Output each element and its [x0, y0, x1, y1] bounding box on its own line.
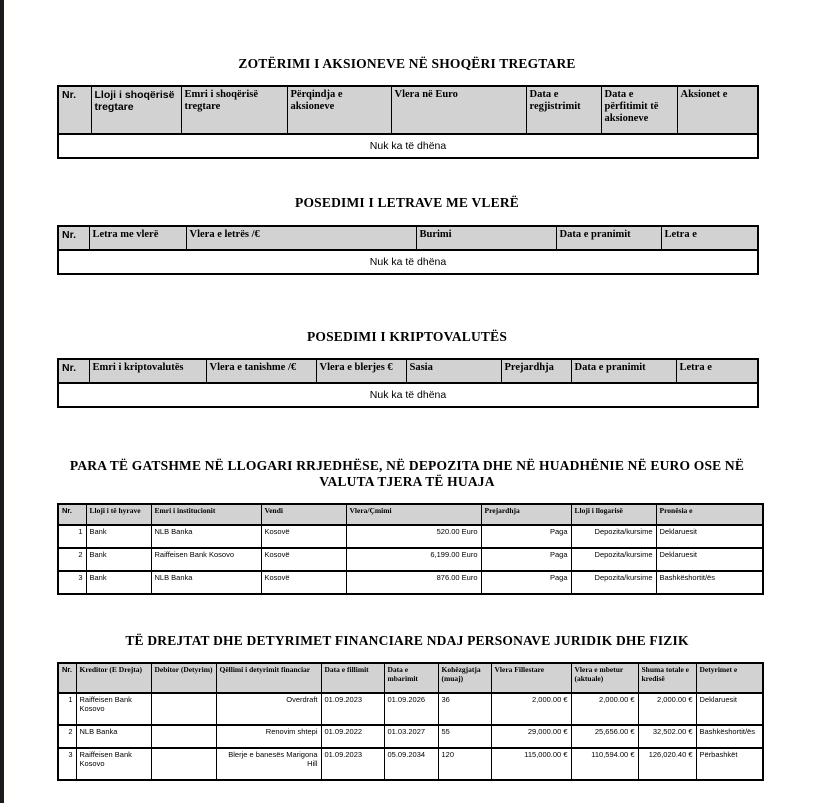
section-title: POSEDIMI I KRIPTOVALUTËS — [306, 328, 508, 344]
empty-message: Nuk ka të dhëna — [58, 134, 758, 158]
column-header: Data e regjistrimit — [526, 86, 601, 134]
empty-row — [58, 250, 758, 274]
table-cell: 3 — [58, 748, 76, 780]
table-row — [58, 725, 763, 748]
table-cell: 110,594.00 € — [571, 748, 638, 780]
column-header: Letra e — [676, 359, 758, 383]
section-title: TË DREJTAT DHE DETYRIMET FINANCIARE NDAJ PERSONAVE JURIDIK DHE FIZIK — [125, 633, 689, 649]
table-cell: NLB Banka — [151, 571, 261, 594]
empty-row — [58, 134, 758, 158]
column-header: Shuma totale e kredisë — [638, 663, 696, 693]
header-row — [58, 86, 758, 134]
table-cell: 2,000.00 € — [638, 693, 696, 725]
table-cell: 115,000.00 € — [491, 748, 571, 780]
column-header: Burimi — [416, 226, 556, 250]
column-header: Vlera e tanishme /€ — [206, 359, 316, 383]
table-cell: Bank — [86, 525, 151, 548]
table-cell: 36 — [438, 693, 491, 725]
data-table-1 — [57, 85, 759, 159]
table-cell: Raiffeisen Bank Kosovo — [76, 693, 151, 725]
column-header: Qëllimi i detyrimit financiar — [216, 663, 321, 693]
table-cell — [151, 725, 216, 748]
table-cell: Përbashkët — [696, 748, 763, 780]
column-header: Kohëzgjatja (muaj) — [438, 663, 491, 693]
column-header: Vlera/Çmimi — [346, 504, 481, 525]
table-cell: 6,199.00 Euro — [346, 548, 481, 571]
table-row — [58, 693, 763, 725]
column-header: Përqindja e aksioneve — [287, 86, 391, 134]
table-cell: 126,020.40 € — [638, 748, 696, 780]
column-header: Emri i shoqërisë tregtare — [181, 86, 287, 134]
table-cell: 1 — [58, 525, 86, 548]
table-cell: 29,000.00 € — [491, 725, 571, 748]
header-row — [58, 226, 758, 250]
table-cell: 25,656.00 € — [571, 725, 638, 748]
table-cell: Depozita/kursime — [571, 525, 656, 548]
empty-message: Nuk ka të dhëna — [58, 250, 758, 274]
column-header: Data e përfitimit të aksioneve — [601, 86, 677, 134]
table-cell: Kosovë — [261, 571, 346, 594]
table-cell: 3 — [58, 571, 86, 594]
column-header: Lloji i llogarisë — [571, 504, 656, 525]
column-header: Debitor (Detyrim) — [151, 663, 216, 693]
table-cell: Bank — [86, 571, 151, 594]
table-cell: 55 — [438, 725, 491, 748]
column-header: Data e fillimit — [321, 663, 384, 693]
column-header: Vlera në Euro — [391, 86, 526, 134]
table-cell: Bashkëshortit/ës — [656, 571, 763, 594]
table-cell: Depozita/kursime — [571, 548, 656, 571]
table-cell: Kosovë — [261, 548, 346, 571]
section-2 — [0, 195, 814, 274]
table-cell: Paga — [481, 525, 571, 548]
column-header: Letra e — [661, 226, 758, 250]
column-header: Nr. — [58, 663, 76, 693]
column-header: Nr. — [58, 504, 86, 525]
table-cell: Paga — [481, 571, 571, 594]
table-cell: 01.09.2023 — [321, 693, 384, 725]
table-cell: 2 — [58, 548, 86, 571]
table-row — [58, 571, 763, 594]
column-header: Prejardhja — [481, 504, 571, 525]
table-cell: Raiffeisen Bank Kosovo — [151, 548, 261, 571]
column-header: Lloji i shoqërisë tregtare — [91, 86, 181, 134]
table-cell: 520.00 Euro — [346, 525, 481, 548]
column-header: Kreditor (E Drejta) — [76, 663, 151, 693]
column-header: Prejardhja — [501, 359, 571, 383]
column-header: Detyrimet e — [696, 663, 763, 693]
table-cell: Overdraft — [216, 693, 321, 725]
table-cell: Deklaruesit — [656, 525, 763, 548]
column-header: Emri i kriptovalutës — [89, 359, 206, 383]
data-table-3 — [57, 358, 759, 408]
table-cell: Deklaruesit — [656, 548, 763, 571]
column-header: Nr. — [58, 226, 89, 250]
column-header: Nr. — [58, 359, 89, 383]
column-header: Emri i institucionit — [151, 504, 261, 525]
section-1 — [0, 56, 814, 159]
section-5 — [0, 633, 814, 781]
table-cell: 01.03.2027 — [384, 725, 438, 748]
column-header: Letra me vlerë — [89, 226, 186, 250]
table-cell: 05.09.2034 — [384, 748, 438, 780]
table-cell: 1 — [58, 693, 76, 725]
table-cell — [151, 693, 216, 725]
table-cell: Bank — [86, 548, 151, 571]
table-cell: 876.00 Euro — [346, 571, 481, 594]
table-cell: NLB Banka — [151, 525, 261, 548]
column-header: Data e mbarimit — [384, 663, 438, 693]
table-cell: Depozita/kursime — [571, 571, 656, 594]
table-cell: Kosovë — [261, 525, 346, 548]
empty-row — [58, 383, 758, 407]
table-cell: Bashkëshortit/ës — [696, 725, 763, 748]
section-title: POSEDIMI I LETRAVE ME VLERË — [295, 195, 519, 211]
table-cell: Deklaruesit — [696, 693, 763, 725]
table-cell: NLB Banka — [76, 725, 151, 748]
table-cell: 2,000.00 € — [571, 693, 638, 725]
header-row — [58, 359, 758, 383]
table-cell: 01.09.2022 — [321, 725, 384, 748]
column-header: Data e pranimit — [571, 359, 676, 383]
table-cell: 2 — [58, 725, 76, 748]
column-header: Sasia — [406, 359, 501, 383]
column-header: Pronësia e — [656, 504, 763, 525]
table-cell: Raiffeisen Bank Kosovo — [76, 748, 151, 780]
header-row — [58, 504, 763, 525]
table-cell: Paga — [481, 548, 571, 571]
table-cell: Renovim shtepi — [216, 725, 321, 748]
data-table-4 — [57, 503, 764, 595]
column-header: Vendi — [261, 504, 346, 525]
section-title: PARA TË GATSHME NË LLOGARI RRJEDHËSE, NË DEPOZITA DHE NË HUADHËNIE NË EURO OSE NË VALUTA TJERA TË HUAJA — [69, 457, 745, 490]
column-header: Aksionet e — [677, 86, 758, 134]
table-row — [58, 548, 763, 571]
document-page — [0, 56, 814, 781]
section-4 — [0, 458, 814, 595]
column-header: Data e pranimit — [556, 226, 661, 250]
section-3 — [0, 329, 814, 408]
table-cell: 01.09.2026 — [384, 693, 438, 725]
table-cell — [151, 748, 216, 780]
column-header: Vlera e blerjes € — [316, 359, 406, 383]
table-cell: 120 — [438, 748, 491, 780]
data-table-5 — [57, 662, 764, 781]
column-header: Vlera e letrës /€ — [186, 226, 416, 250]
column-header: Vlera Fillestare — [491, 663, 571, 693]
section-title: ZOTËRIMI I AKSIONEVE NË SHOQËRI TREGTARE — [238, 56, 576, 71]
table-row — [58, 748, 763, 780]
column-header: Lloji i të hyrave — [86, 504, 151, 525]
data-table-2 — [57, 225, 759, 275]
header-row — [58, 663, 763, 693]
table-cell: Blerje e banesës Marigona Hill — [216, 748, 321, 780]
column-header: Nr. — [58, 86, 91, 134]
table-row — [58, 525, 763, 548]
table-cell: 2,000.00 € — [491, 693, 571, 725]
empty-message: Nuk ka të dhëna — [58, 383, 758, 407]
table-cell: 01.09.2023 — [321, 748, 384, 780]
column-header: Vlera e mbetur (aktuale) — [571, 663, 638, 693]
table-cell: 32,502.00 € — [638, 725, 696, 748]
